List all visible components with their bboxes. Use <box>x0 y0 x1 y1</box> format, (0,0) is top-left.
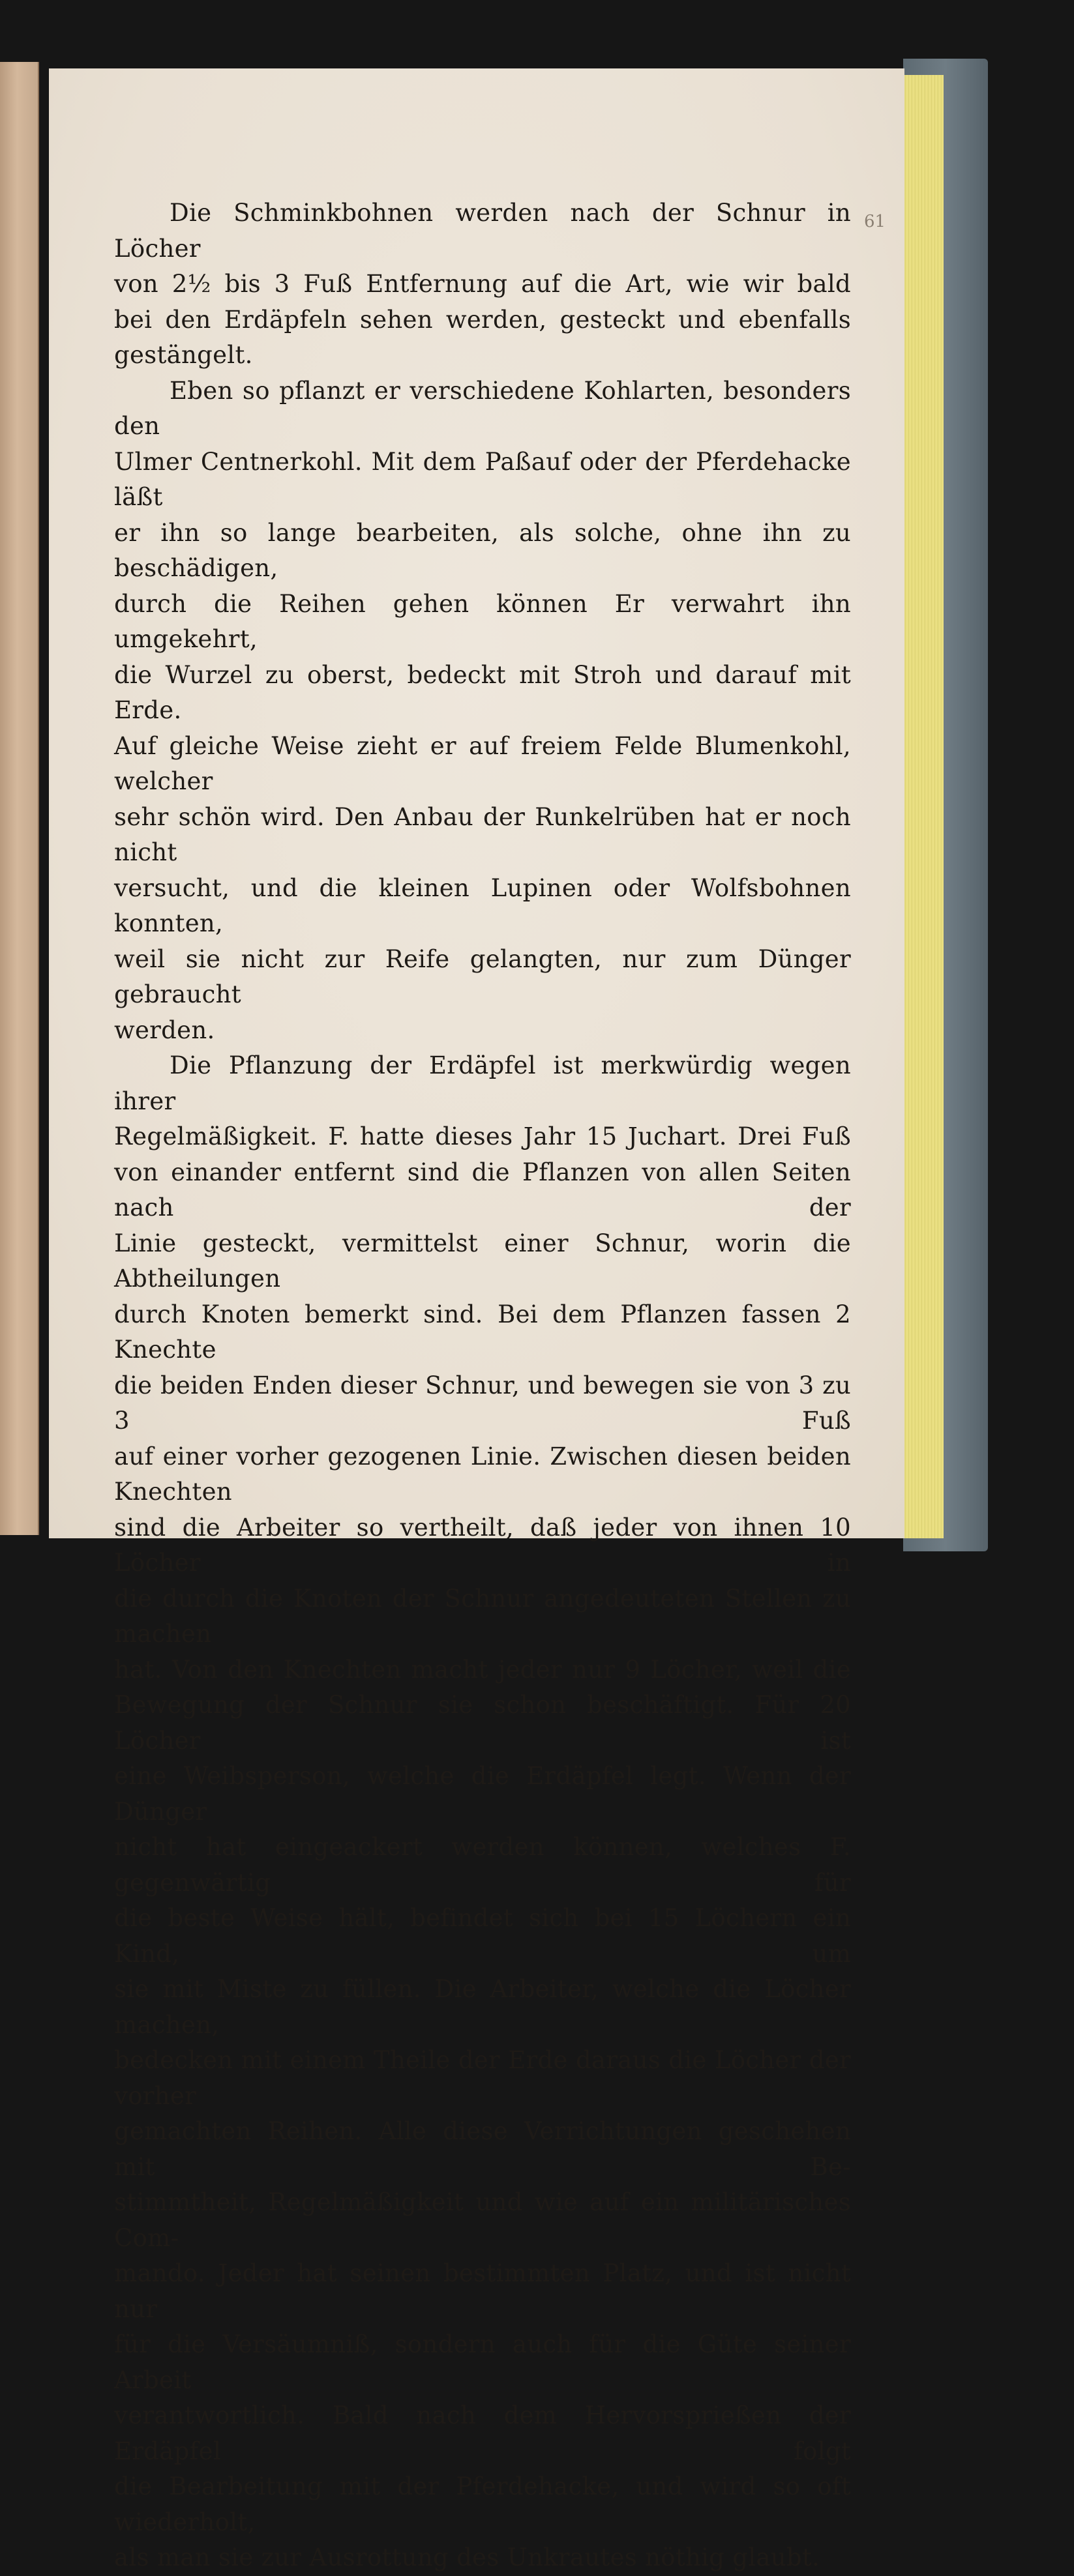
text-line: hat. Von den Knechten macht jeder nur 9 Löcher, weil die <box>114 1655 851 1684</box>
text-line: die beiden Enden dieser Schnur, und bewegen sie von 3 zu 3 Fuß <box>114 1371 851 1435</box>
text-line: Auf gleiche Weise zieht er auf freiem Felde Blumenkohl, welcher <box>114 731 851 795</box>
text-line: Die Schminkbohnen werden nach der Schnur in Löcher <box>114 199 851 263</box>
text-line: die beste Weise hält, befindet sich bei 15 Löchern ein Kind, um <box>114 1904 851 1968</box>
text-line: eine Weibsperson, welche die Erdäpfel legt. Wenn der Dünger <box>114 1762 851 1826</box>
text-line: sind die Arbeiter so vertheilt, daß jeder von ihnen 10 Löcher in <box>114 1513 851 1577</box>
text-line: für die Versäumniß, sondern auch für die Güte seiner Arbeit <box>114 2330 851 2394</box>
text-line: sehr schön wird. Den Anbau der Runkelrüben hat er noch nicht <box>114 802 851 866</box>
text-line: die durch die Knoten der Schnur angedeuteten Stellen zu machen <box>114 1584 851 1648</box>
text-line: nicht hat eingeackert werden können, welches F. gegenwärtig für <box>114 1833 851 1897</box>
text-line: Bewegung der Schnur sie schon beschäftigt. Für 20 Löcher ist <box>114 1691 851 1755</box>
text-line: bedecken mit einem Theile der Erde daraus die Löcher der vorher <box>114 2046 851 2110</box>
text-line: auf einer vorher gezogenen Linie. Zwischen diesen beiden Knechten <box>114 1442 851 1506</box>
text-line: stimmtheit, Regelmäßigkeit und wie auf ein militärisches Com- <box>114 2188 851 2252</box>
page-number: 61 <box>864 212 886 231</box>
text-line: gemachten Reihen. Alle diese Verrichtungen geschehen mit Be- <box>114 2117 851 2181</box>
page-text <box>114 196 851 2576</box>
text-line: Ulmer Centnerkohl. Mit dem Paßauf oder der Pferdehacke läßt <box>114 447 851 511</box>
text-line: von einander entfernt sind die Pflanzen von allen Seiten nach der <box>114 1158 851 1222</box>
text-line: die Wurzel zu oberst, bedeckt mit Stroh und darauf mit Erde. <box>114 660 851 724</box>
text-line: werden. <box>114 1016 215 1044</box>
text-line: Regelmäßigkeit. F. hatte dieses Jahr 15 Juchart. Drei Fuß <box>114 1122 851 1150</box>
text-line: er ihn so lange bearbeiten, als solche, ohne ihn zu beschädigen, <box>114 518 851 582</box>
text-line: Die Pflanzung der Erdäpfel ist merkwürdig wegen ihrer <box>114 1051 851 1115</box>
text-line: weil sie nicht zur Reife gelangten, nur zum Dünger gebraucht <box>114 944 851 1008</box>
previous-page-edge <box>0 62 39 1535</box>
text-line: versucht, und die kleinen Lupinen oder Wolfsbohnen konnten, <box>114 873 851 937</box>
text-line: von 2½ bis 3 Fuß Entfernung auf die Art, wie wir bald <box>114 270 851 298</box>
text-line: Eben so pflanzt er verschiedene Kohlarten, besonders den <box>114 376 851 440</box>
text-line: verantwortlich. Bald nach dem Hervorsprießen der Erdäpfel folgt <box>114 2401 851 2465</box>
text-line: mando. Jeder hat seinen bestimmten Platz, und ist nicht nur <box>114 2259 851 2323</box>
text-line: die Bearbeitung mit der Pferdehacke, und wird so oft wiederholt, <box>114 2472 851 2536</box>
text-line: sie mit Miste zu füllen. Die Arbeiter, welche die Löcher machen, <box>114 1975 851 2039</box>
text-line: durch Knoten bemerkt sind. Bei dem Pflanzen fassen 2 Knechte <box>114 1300 851 1364</box>
text-line: bei den Erdäpfeln sehen werden, gesteckt und ebenfalls gestängelt. <box>114 305 851 369</box>
page-block-edges <box>903 75 944 1538</box>
text-line: durch die Reihen gehen können Er verwahrt ihn umgekehrt, <box>114 589 851 653</box>
text-line: Linie gesteckt, vermittelst einer Schnur, worin die Abtheilungen <box>114 1229 851 1293</box>
text-line: als man sie zur Ausrottung des Unkrautes nöthig glaubt. <box>114 2543 820 2571</box>
